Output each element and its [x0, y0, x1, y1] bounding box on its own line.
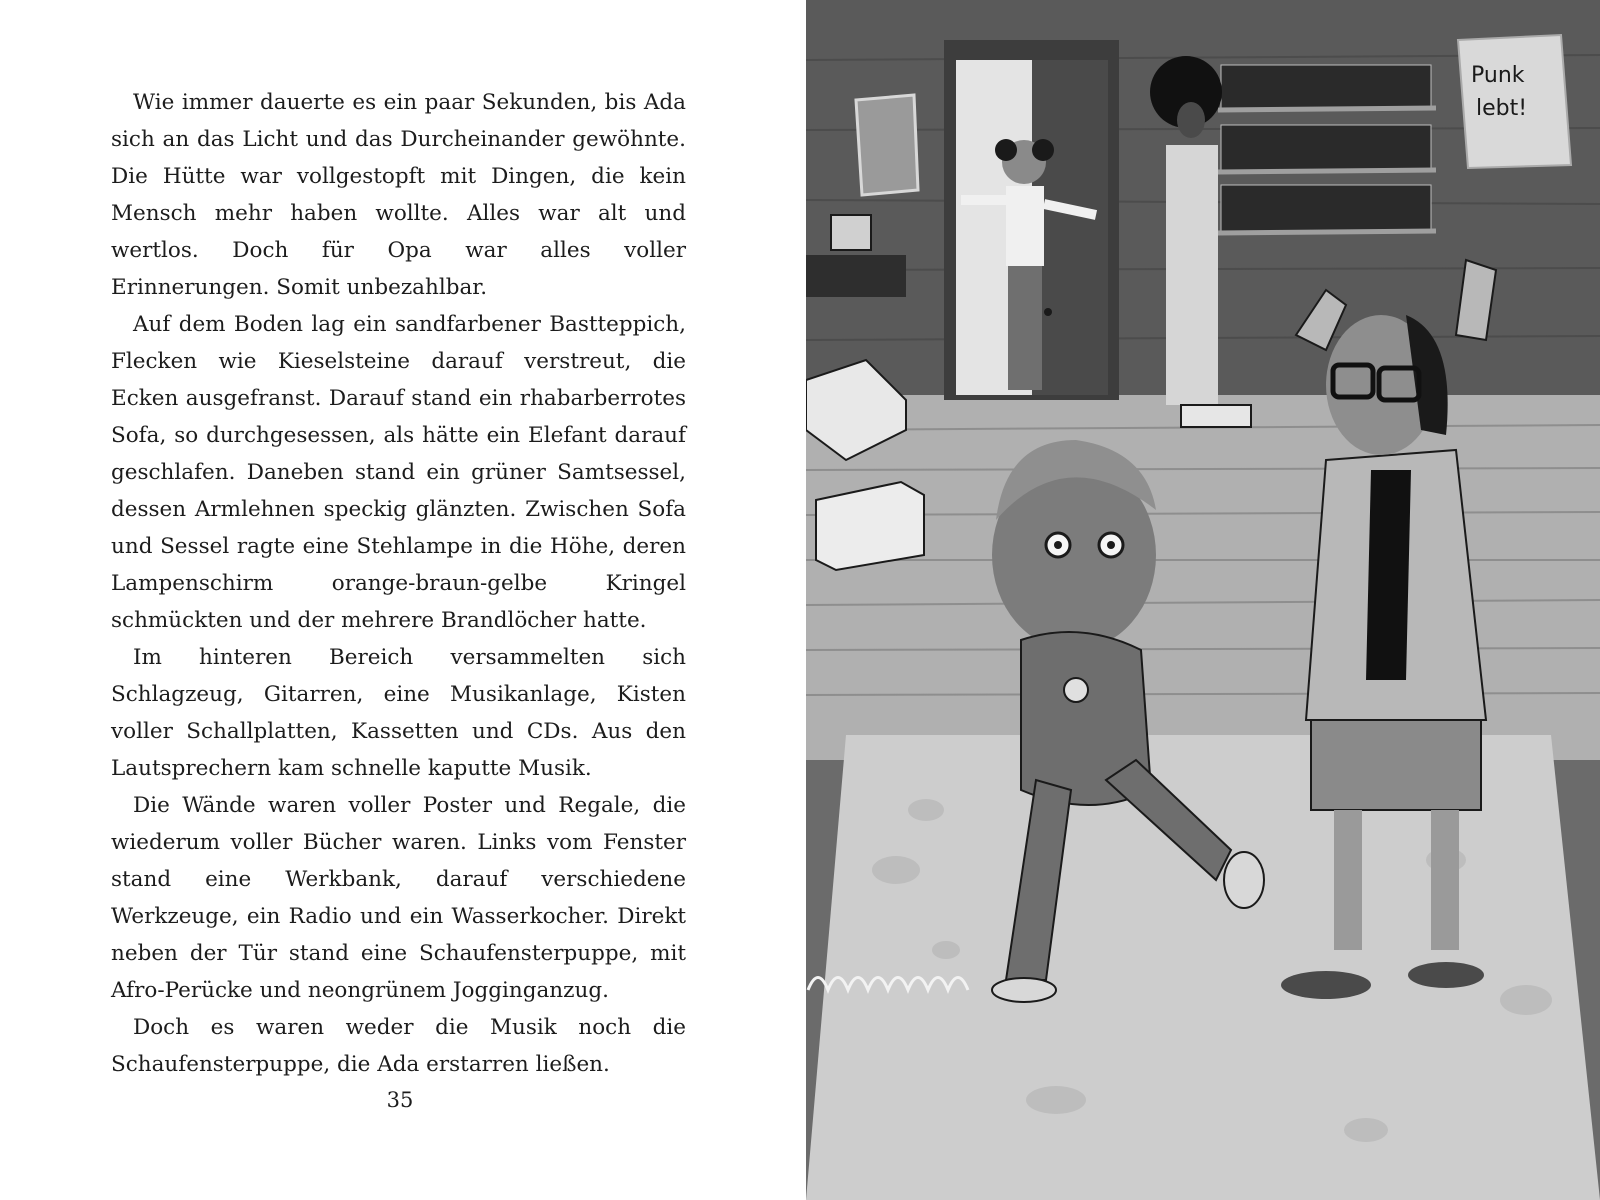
radio	[831, 215, 871, 250]
paragraph-3: Im hinteren Bereich versammelten sich Schlagzeug, Gitarren, eine Musikanlage, Kisten voller Schallplatten, Kassetten und CDs. Aus den Lautsprechern kam schnelle kaputte Musik.	[111, 645, 686, 781]
workbench	[806, 255, 906, 297]
wall-mirror	[856, 95, 918, 195]
door-knob	[1044, 308, 1052, 316]
story-text	[111, 84, 686, 1083]
poster-text-line1: Punk	[1471, 63, 1525, 88]
bookshelf	[1221, 65, 1431, 231]
illustration-scene	[806, 0, 1600, 1200]
paragraph-4: Die Wände waren voller Poster und Regale, die wiederum voller Bücher waren. Links vom Fenster stand eine Werkbank, darauf verschiedene Werkzeuge, ein Radio und ein Wasserkocher. Direkt neben der Tür stand eine Schaufensterpuppe, mit Afro-Perücke und neongrünem Jogginganzug.	[111, 793, 686, 1003]
paragraph-1: Wie immer dauerte es ein paar Sekunden, bis Ada sich an das Licht und das Durcheinander gewöhnte. Die Hütte war vollgestopft mit Dingen, die kein Mensch mehr haben wollte. Alles war alt und wertlos. Doch für Opa war alles voller Erinnerungen. Somit unbezahlbar.	[111, 90, 686, 300]
illustration	[806, 0, 1600, 1200]
page-number: 35	[386, 1088, 414, 1112]
punk-poster	[1458, 35, 1571, 168]
poster-text-line2: lebt!	[1476, 96, 1528, 121]
paragraph-2: Auf dem Boden lag ein sandfarbener Bastteppich, Flecken wie Kieselsteine darauf verstreut, die Ecken ausgefranst. Darauf stand ein rhabarberrotes Sofa, so durchgesessen, als hätte ein Elefant darauf geschlafen. Daneben stand ein grüner Samtsessel, dessen Armlehnen speckig glänzten. Zwischen Sofa und Sessel ragte eine Stehlampe in die Höhe, deren Lampenschirm orange-braun-gelbe Kringel schmückten und der mehrere Brandlöcher hatte.	[111, 312, 686, 633]
paragraph-5: Doch es waren weder die Musik noch die Schaufensterpuppe, die Ada erstarren ließen.	[111, 1015, 686, 1077]
